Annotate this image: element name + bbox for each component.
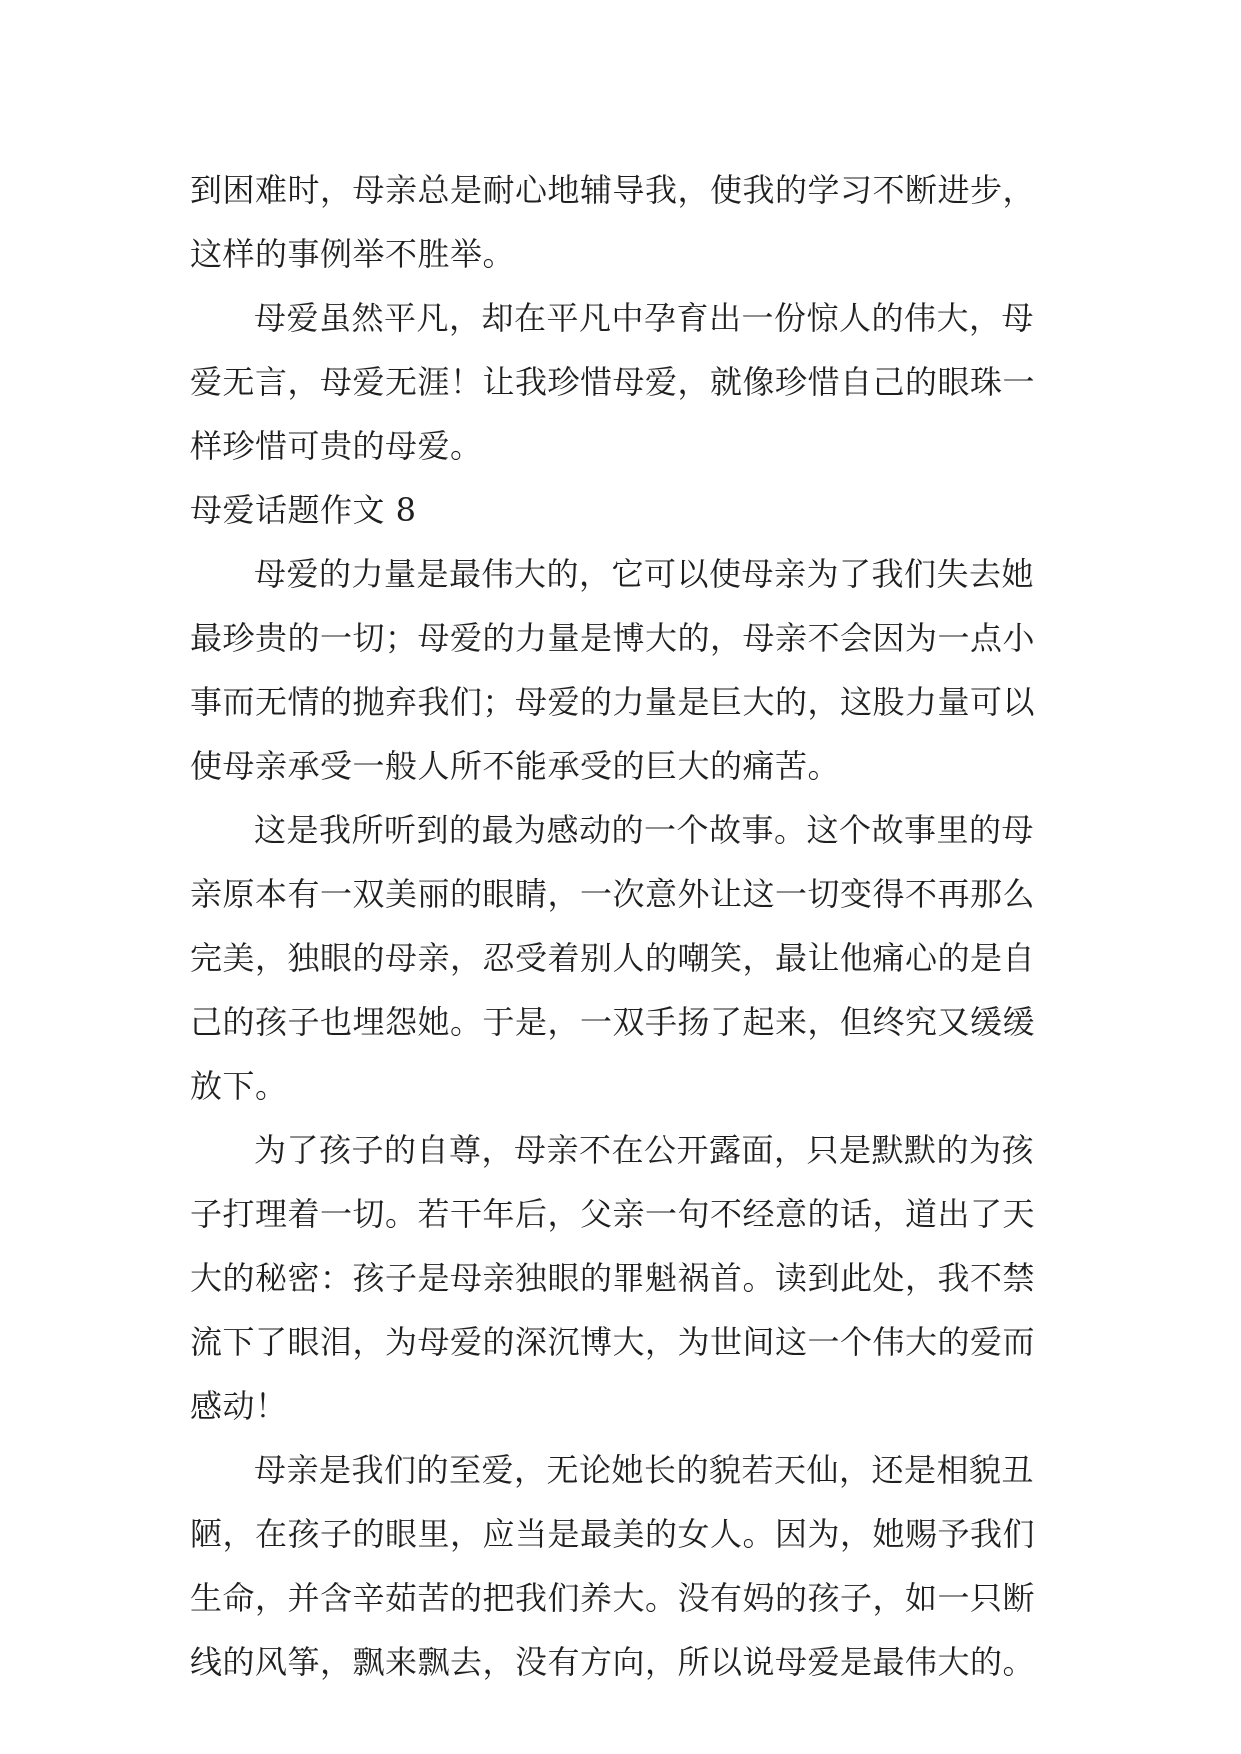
text-line: 事而无情的抛弃我们；母爱的力量是巨大的，这股力量可以 (190, 683, 1036, 721)
text-line: 线的风筝，飘来飘去，没有方向，所以说母爱是最伟大的。 (190, 1643, 1036, 1681)
text-line: 母亲是我们的至爱，无论她长的貌若天仙，还是相貌丑 (254, 1451, 1035, 1489)
text-line: 大的秘密：孩子是母亲独眼的罪魁祸首。读到此处，我不禁 (190, 1259, 1036, 1297)
text-line: 爱无言，母爱无涯！让我珍惜母爱，就像珍惜自己的眼珠一 (190, 363, 1036, 401)
paragraph-1 (190, 542, 1080, 798)
continuation-paragraph (190, 158, 1080, 286)
text-line: 样珍惜可贵的母爱。 (190, 427, 483, 465)
paragraph-4 (190, 1438, 1080, 1694)
text-line: 子打理着一切。若干年后，父亲一句不经意的话，道出了天 (190, 1195, 1036, 1233)
text-line: 这是我所听到的最为感动的一个故事。这个故事里的母 (254, 811, 1035, 849)
text-line: 最珍贵的一切；母爱的力量是博大的，母亲不会因为一点小 (190, 619, 1036, 657)
text-line: 己的孩子也埋怨她。于是，一双手扬了起来，但终究又缓缓 (190, 1003, 1036, 1041)
section-title: 母爱话题作文 8 (190, 491, 417, 529)
text-line: 这样的事例举不胜举。 (190, 235, 516, 273)
text-line: 使母亲承受一般人所不能承受的巨大的痛苦。 (190, 747, 841, 785)
text-line: 陋，在孩子的眼里，应当是最美的女人。因为，她赐予我们 (190, 1515, 1036, 1553)
text-line: 亲原本有一双美丽的眼睛，一次意外让这一切变得不再那么 (190, 875, 1036, 913)
text-line: 到困难时，母亲总是耐心地辅导我，使我的学习不断进步， (190, 171, 1036, 209)
text-line: 放下。 (190, 1067, 288, 1105)
text-line: 为了孩子的自尊，母亲不在公开露面，只是默默的为孩 (254, 1131, 1035, 1169)
document-page (190, 158, 1080, 1694)
text-line: 母爱的力量是最伟大的，它可以使母亲为了我们失去她 (254, 555, 1035, 593)
text-line: 生命，并含辛茹苦的把我们养大。没有妈的孩子，如一只断 (190, 1579, 1036, 1617)
paragraph-3 (190, 1118, 1080, 1438)
text-line: 母爱虽然平凡，却在平凡中孕育出一份惊人的伟大，母 (254, 299, 1035, 337)
text-line: 感动！ (190, 1387, 288, 1425)
text-line: 流下了眼泪，为母爱的深沉博大，为世间这一个伟大的爱而 (190, 1323, 1036, 1361)
paragraph-2 (190, 798, 1080, 1118)
closing-paragraph (190, 286, 1080, 478)
text-line: 完美，独眼的母亲，忍受着别人的嘲笑，最让他痛心的是自 (190, 939, 1036, 977)
